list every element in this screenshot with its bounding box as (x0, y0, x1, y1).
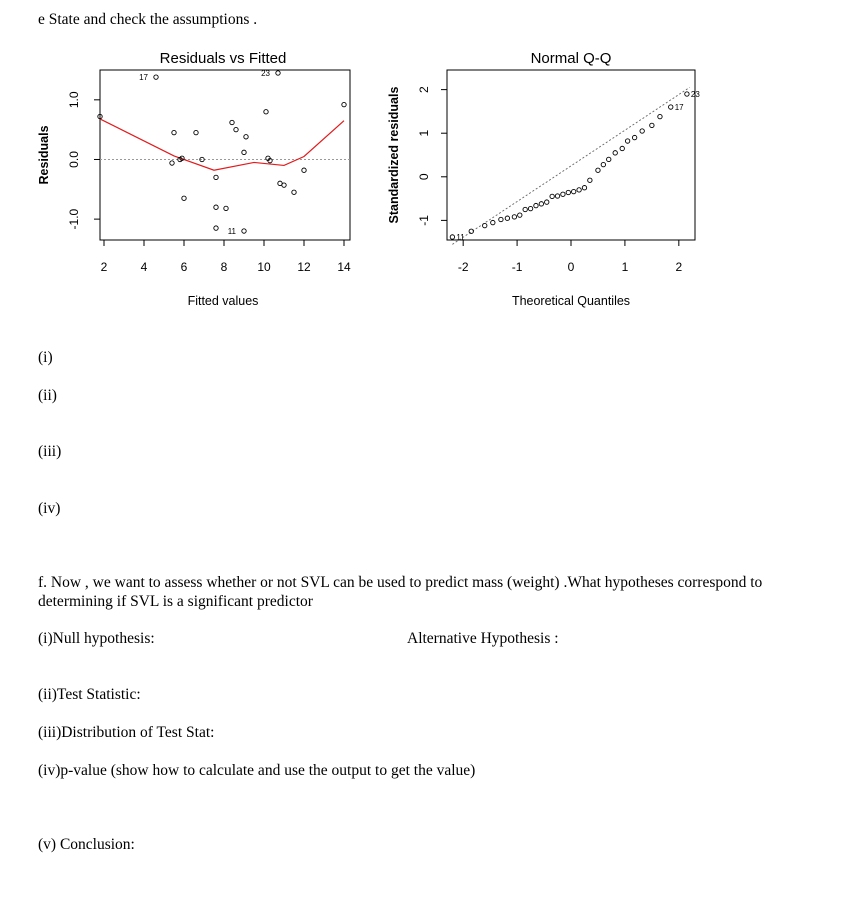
residual-point-label: 11 (227, 227, 236, 237)
qq-point-label: 23 (690, 89, 700, 99)
residual-point-label: 23 (261, 68, 270, 78)
assumption-item-i: (i) (38, 349, 53, 366)
residuals-xtick-label: 12 (297, 260, 311, 274)
qq-point (650, 123, 654, 127)
residual-point (234, 127, 238, 131)
qq-point (561, 192, 565, 196)
qq-point (596, 168, 600, 172)
residual-point (214, 205, 218, 209)
residuals-ytick-label: -1.0 (67, 208, 81, 230)
qq-ytick-label: 0 (417, 173, 431, 181)
residual-point (214, 226, 218, 230)
assumption-item-iv: (iv) (38, 500, 61, 517)
residuals-ylabel: Residuals (37, 125, 51, 185)
qq-xtick-label: 2 (675, 260, 683, 274)
residuals-xtick-label: 8 (220, 260, 228, 274)
qq-point (588, 178, 592, 182)
qq-point (685, 92, 689, 96)
qq-point-label: 11 (456, 232, 465, 242)
residuals-ytick-label: 0.0 (67, 151, 81, 168)
qq-xtick-label: 0 (567, 260, 575, 274)
qq-point (518, 213, 522, 217)
qq-xlabel: Theoretical Quantiles (511, 294, 631, 308)
qq-point (571, 189, 575, 193)
qq-point (545, 200, 549, 204)
residuals-xtick-label: 14 (337, 260, 351, 274)
qq-point (582, 185, 586, 189)
residual-point (244, 135, 248, 139)
diagnostic-plots (0, 0, 850, 330)
qq-point (625, 139, 629, 143)
residual-point (182, 196, 186, 200)
test-statistic-label: (ii)Test Statistic: (38, 686, 141, 703)
qq-point (555, 194, 559, 198)
qq-point (607, 157, 611, 161)
p-value-label: (iv)p-value (show how to calculate and use the output to get the value) (38, 762, 476, 779)
qq-point (613, 151, 617, 155)
section-e-heading: e State and check the assumptions . (38, 11, 258, 28)
qq-ylabel: Standardized residuals (387, 86, 401, 224)
qq-point (640, 129, 644, 133)
qq-point (512, 215, 516, 219)
qq-point (491, 220, 495, 224)
qq-point (528, 206, 532, 210)
qq-point (450, 235, 454, 239)
residuals-ytick-label: 1.0 (67, 91, 81, 109)
residuals-xtick-label: 4 (140, 260, 148, 274)
residual-point (230, 120, 234, 124)
qq-xtick-label: 1 (621, 260, 629, 274)
residuals-xtick-label: 6 (180, 260, 188, 274)
residuals-xtick-label: 10 (257, 260, 271, 274)
residual-point (194, 130, 198, 134)
qq-point (632, 135, 636, 139)
qq-point (499, 217, 503, 221)
qq-plot-frame (447, 70, 695, 240)
qq-plot-title: Normal Q-Q (530, 50, 612, 67)
qq-point (550, 194, 554, 198)
qq-ytick-label: 1 (417, 129, 431, 137)
qq-xtick-label: -1 (511, 260, 523, 274)
residuals-plot-frame (100, 70, 350, 240)
residual-point (292, 190, 296, 194)
lowess-smoother-line (100, 119, 344, 170)
qq-point (620, 146, 624, 150)
qq-ytick-label: 2 (417, 86, 431, 93)
residual-point (276, 71, 280, 75)
residual-point (172, 130, 176, 134)
qq-point (577, 188, 581, 192)
residual-point (242, 229, 246, 233)
distribution-label: (iii)Distribution of Test Stat: (38, 724, 215, 741)
residual-point (264, 110, 268, 114)
section-f-question: f. Now , we want to assess whether or not SVL can be used to predict mass (weight) .What hypotheses correspond to determining if SVL is a significant predictor (38, 574, 763, 610)
residual-point (342, 102, 346, 106)
residual-point (242, 150, 246, 154)
qq-point (601, 162, 605, 166)
qq-point (523, 207, 527, 211)
qq-reference-line (452, 87, 689, 244)
qq-point (669, 105, 673, 109)
qq-point-label: 17 (674, 103, 684, 113)
residual-point (214, 175, 218, 179)
alternative-hypothesis-label: Alternative Hypothesis : (407, 630, 559, 647)
residual-point (224, 206, 228, 210)
null-hypothesis-label: (i)Null hypothesis: (38, 630, 155, 647)
qq-point (534, 203, 538, 207)
qq-point (539, 202, 543, 206)
qq-point (566, 190, 570, 194)
qq-point (658, 114, 662, 118)
residual-point (282, 183, 286, 187)
assumption-item-ii: (ii) (38, 387, 57, 404)
residual-point (154, 75, 158, 79)
residuals-xtick-label: 2 (100, 260, 108, 274)
assumption-item-iii: (iii) (38, 443, 62, 460)
residual-point (170, 161, 174, 165)
residuals-plot-title: Residuals vs Fitted (159, 50, 287, 67)
qq-point (505, 216, 509, 220)
qq-ytick-label: -1 (417, 215, 431, 226)
residual-point-label: 17 (139, 73, 148, 83)
qq-point (483, 223, 487, 227)
qq-xtick-label: -2 (457, 260, 469, 274)
conclusion-label: (v) Conclusion: (38, 836, 135, 853)
residual-point (302, 168, 306, 172)
residuals-xlabel: Fitted values (187, 294, 259, 308)
